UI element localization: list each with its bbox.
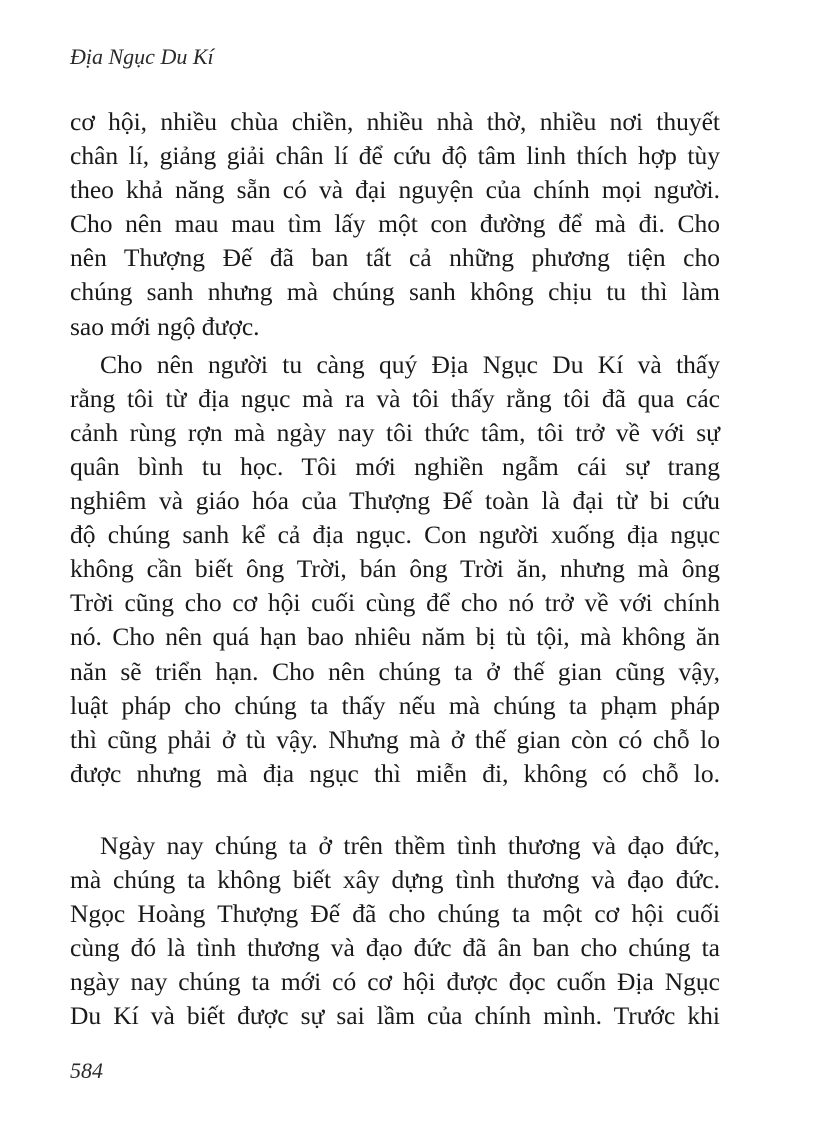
text-line: quân bình tu học. Tôi mới nghiền ngẫm cái sự trang	[70, 451, 720, 481]
text-line: không cần biết ông Trời, bán ông Trời ăn, nhưng mà ông	[70, 554, 720, 584]
text-line: cùng đó là tình thương và đạo đức đã ân ban cho chúng ta	[70, 933, 720, 963]
paragraph	[70, 105, 720, 344]
text-line: sao mới ngộ được.	[70, 311, 260, 341]
text-line: cơ hội, nhiều chùa chiền, nhiều nhà thờ, nhiều nơi thuyết	[70, 107, 720, 136]
text-line: Ngày nay chúng ta ở trên thềm tình thương và đạo đức,	[100, 830, 720, 860]
paragraph	[70, 829, 720, 1034]
text-line: năn sẽ triển hạn. Cho nên chúng ta ở thế gian cũng vậy,	[70, 656, 720, 686]
text-line: nghiêm và giáo hóa của Thượng Đế toàn là đại từ bi cứu	[70, 486, 720, 516]
text-line: ngày nay chúng ta mới có cơ hội được đọc cuốn Địa Ngục	[70, 967, 720, 997]
text-line	[70, 791, 720, 825]
page-number: 584	[70, 1058, 103, 1083]
text-line: Cho nên mau mau tìm lấy một con đường để mà đi. Cho	[70, 209, 720, 239]
running-header: Địa Ngục Du Kí	[70, 44, 214, 69]
body-text	[70, 105, 720, 1034]
text-line: thì cũng phải ở tù vậy. Nhưng mà ở thế gian còn có chỗ lo	[70, 724, 720, 754]
text-line: Ngọc Hoàng Thượng Đế đã cho chúng ta một cơ hội cuối	[70, 899, 720, 929]
text-line: luật pháp cho chúng ta thấy nếu mà chúng ta phạm pháp	[70, 690, 720, 720]
text-line: chân lí, giảng giải chân lí để cứu độ tâm linh thích hợp tùy	[70, 141, 720, 171]
text-line: mà chúng ta không biết xây dựng tình thương và đạo đức.	[70, 865, 720, 895]
text-line: được nhưng mà địa ngục thì miễn đi, không có chỗ lo.	[70, 758, 720, 788]
text-line: rằng tôi từ địa ngục mà ra và tôi thấy rằng tôi đã qua các	[70, 383, 720, 413]
text-line: Du Kí và biết được sự sai lầm của chính mình. Trước khi	[70, 1001, 720, 1031]
text-line: cảnh rùng rợn mà ngày nay tôi thức tâm, tôi trở về với sự	[70, 417, 720, 447]
text-line: Cho nên người tu càng quý Địa Ngục Du Kí và thấy	[100, 349, 720, 379]
text-line: theo khả năng sẵn có và đại nguyện của chính mọi người.	[70, 175, 720, 205]
text-line: nên Thượng Đế đã ban tất cả những phương tiện cho	[70, 243, 720, 273]
text-line: nó. Cho nên quá hạn bao nhiêu năm bị tù tội, mà không ăn	[70, 622, 720, 652]
text-line: chúng sanh nhưng mà chúng sanh không chịu tu thì làm	[70, 277, 720, 307]
text-line: Trời cũng cho cơ hội cuối cùng để cho nó trở về với chính	[70, 588, 720, 618]
text-line: độ chúng sanh kể cả địa ngục. Con người xuống địa ngục	[70, 520, 720, 550]
paragraph	[70, 348, 720, 825]
